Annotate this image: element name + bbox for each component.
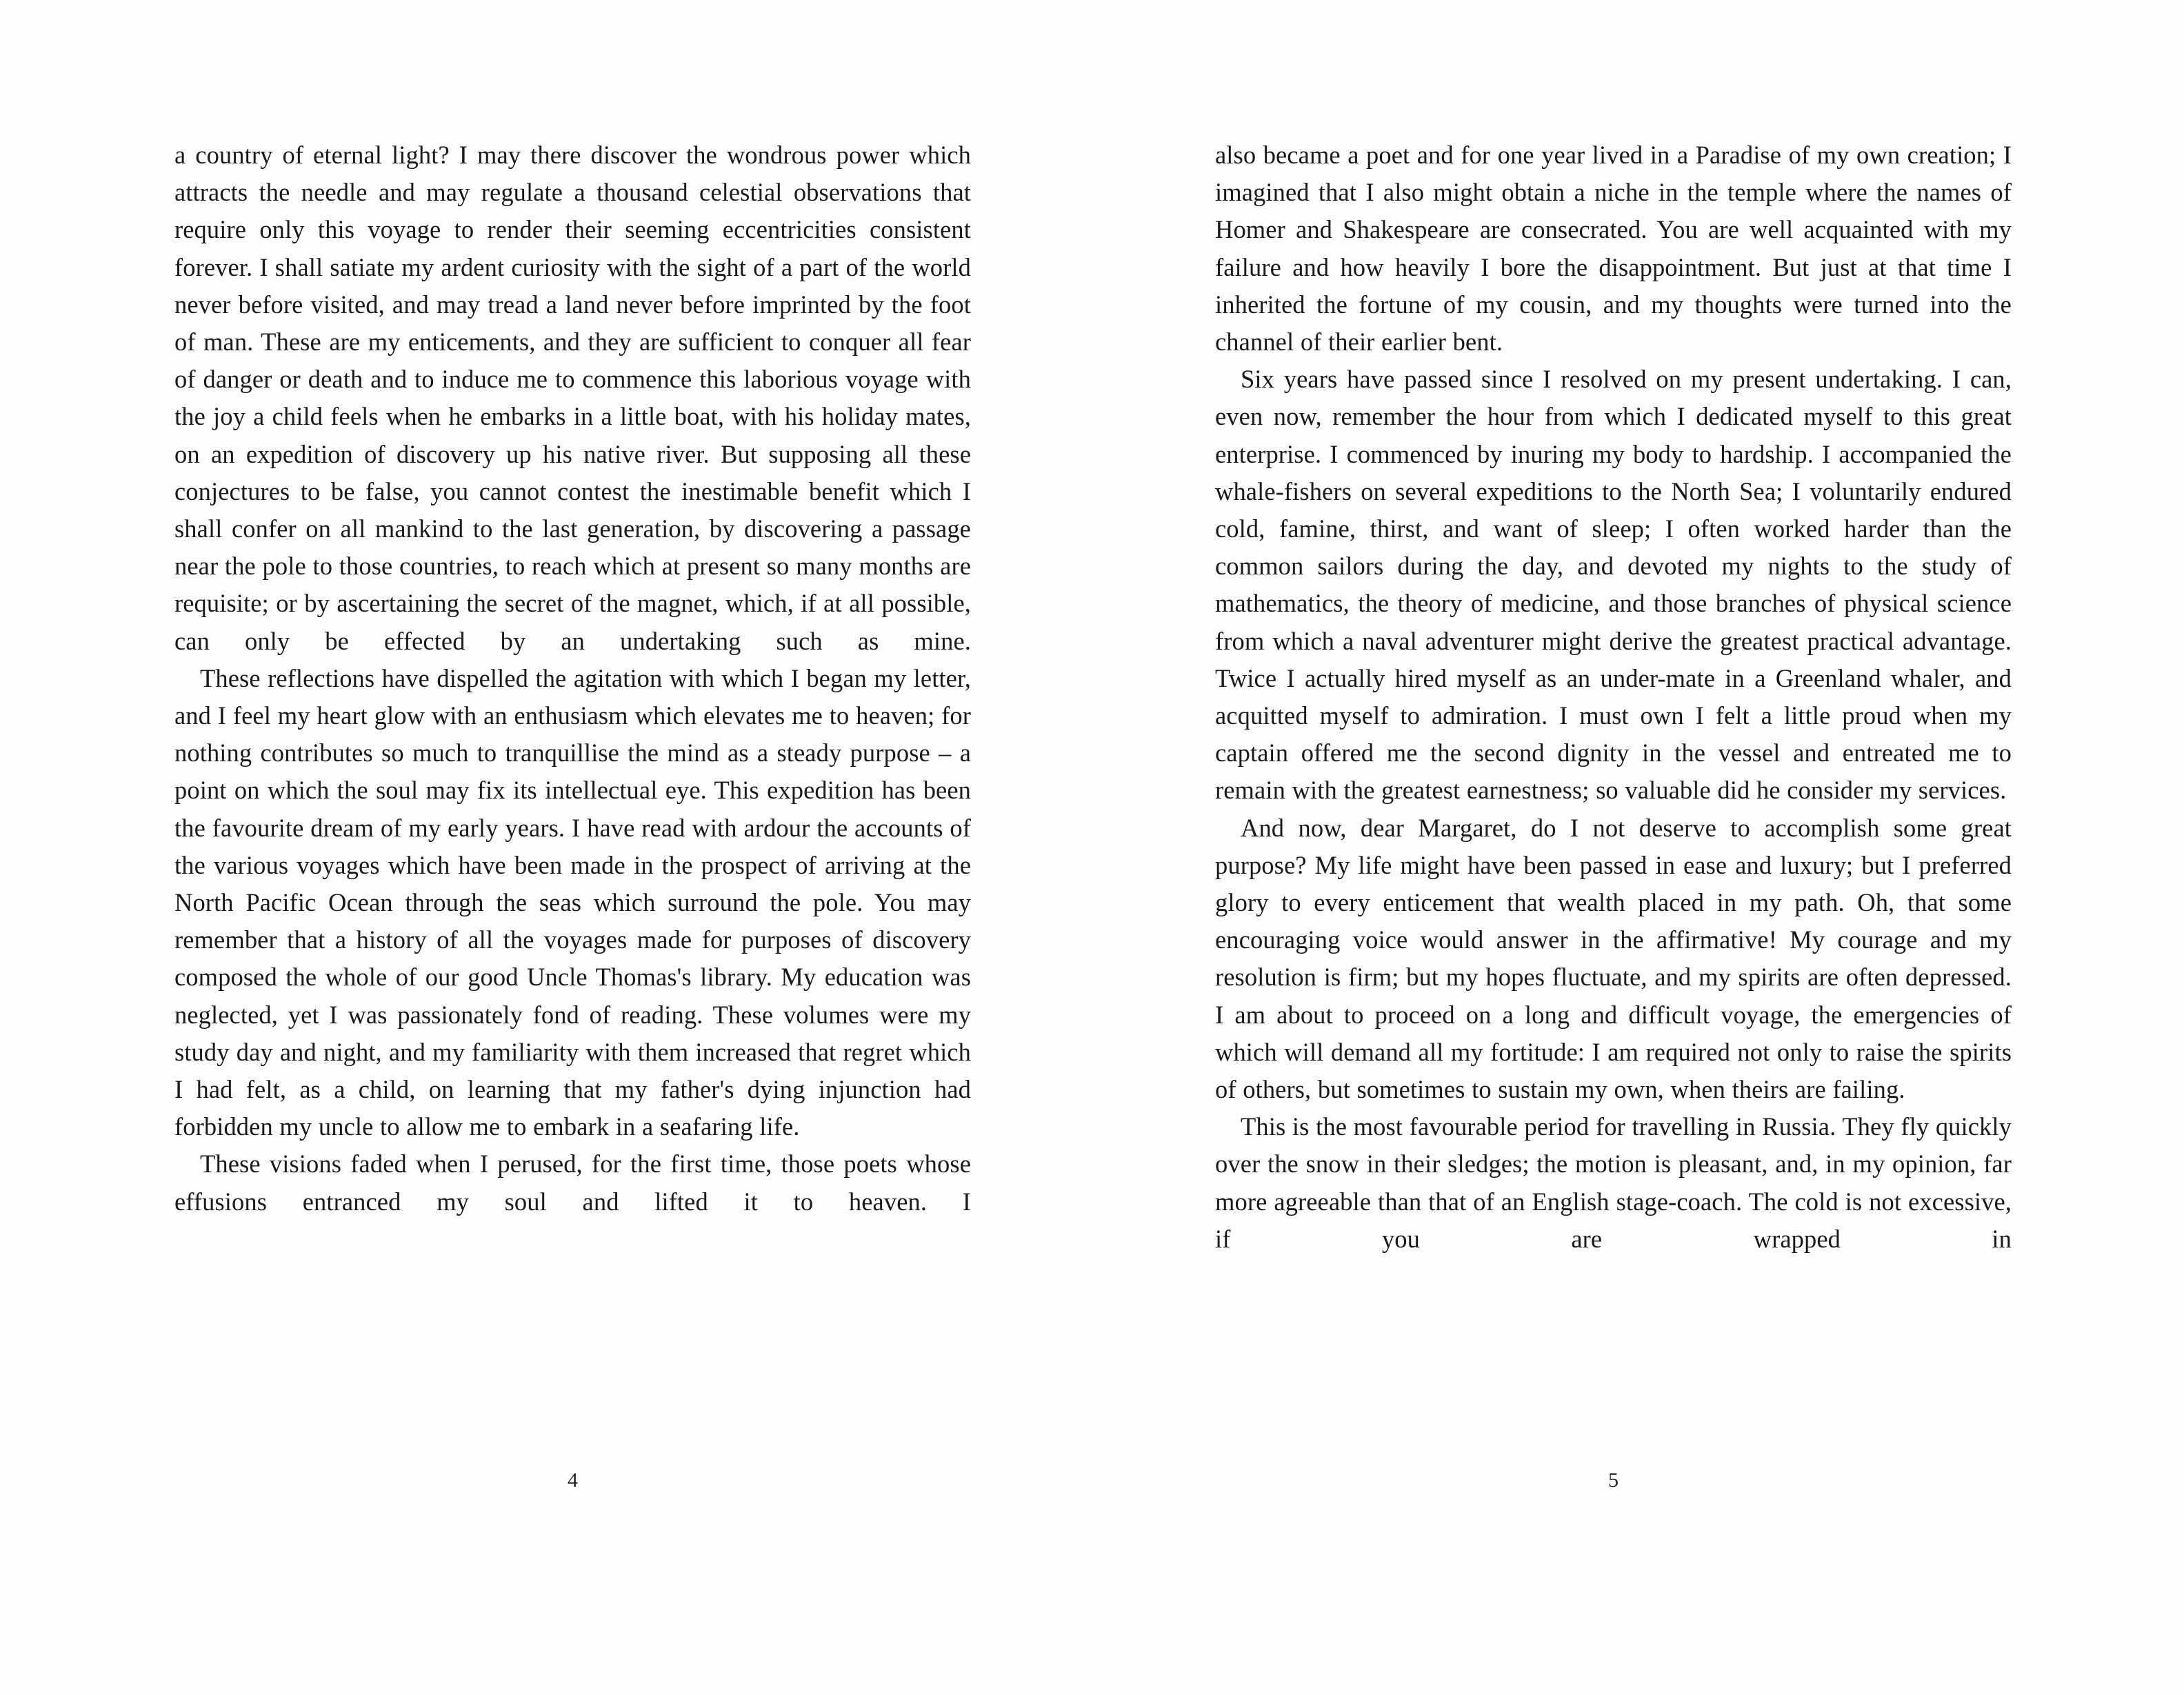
paragraph: This is the most favourable period for travelling in Russia. They fly quickly over the snow in their sledges; the motion is pleasant, and, in my opinion, far more agreeable than that of an English stage-coach. The cold is not excessive, if you are wrapped in xyxy=(1215,1112,2012,1253)
paragraph: And now, dear Margaret, do I not deserve to accomplish some great purpose? My life might have been passed in ease and luxury; but I preferred glory to every enticement that wealth placed in my path. Oh, that some encouraging voice would answer in the affirmative! My courage and my resolution is firm; but my hopes fluctuate, and my spirits are often depressed. I am about to proceed on a long and difficult voyage, the emergencies of which will demand all my fortitude: I am required not only to raise the spirits of others, but sometimes to sustain my own, when theirs are failing. xyxy=(1215,813,2012,1104)
paragraph: Six years have passed since I resolved on my present undertaking. I can, even now, remember the hour from which I dedicated myself to this great enterprise. I commenced by inuring my body to hardship. I accompanied the whale-fishers on several expeditions to the North Sea; I voluntarily endured cold, famine, thirst, and want of sleep; I often worked harder than the common sailors during the day, and devoted my nights to the study of mathematics, the theory of medicine, and those branches of physical science from which a naval adventurer might derive the greatest practical advantage. Twice I actually hired myself as an under-mate in a Greenland whaler, and acquitted myself to admiration. I must own I felt a little proud when my captain offered me the second dignity in the vessel and entreated me to remain with the greatest earnestness; so valuable did he consider my services. xyxy=(1215,365,2012,805)
paragraph: also became a poet and for one year lived in a Paradise of my own creation; I imagined that I also might obtain a niche in the temple where the names of Homer and Shakespeare are consecrated. You are well acquainted with my failure and how heavily I bore the disappointment. But just at that time I inherited the fortune of my cousin, and my thoughts were turned into the channel of their earlier bent. xyxy=(1215,141,2012,357)
paragraph: These reflections have dispelled the agitation with which I began my letter, and I feel my heart glow with an enthusiasm which elevates me to heaven; for nothing contributes so much to tranquillise the mind as a steady purpose – a point on which the soul may fix its intellectual eye. This expedition has been the favourite dream of my early years. I have read with ardour the accounts of the various voyages which have been made in the prospect of arriving at the North Pacific Ocean through the seas which surround the pole. You may remember that a history of all the voyages made for purposes of discovery composed the whole of our good Uncle Thomas's library. My education was neglected, yet I was passionately fond of reading. These volumes were my study day and night, and my familiarity with them increased that regret which I had felt, as a child, on learning that my father's dying injunction had forbidden my uncle to allow me to embark in a seafaring life. xyxy=(174,663,971,1141)
page-number-right: 5 xyxy=(1608,1469,1619,1492)
page-right xyxy=(1092,0,2184,1695)
paragraph: a country of eternal light? I may there discover the wondrous power which attracts the needle and may regulate a thousand celestial observations that require only this voyage to render their seeming eccentricities consistent forever. I shall satiate my ardent curiosity with the sight of a part of the world never before visited, and may tread a land never before imprinted by the foot of man. These are my enticements, and they are sufficient to conquer all fear of danger or death and to induce me to commence this laborious voyage with the joy a child feels when he embarks in a little boat, with his holiday mates, on an expedition of discovery up his native river. But supposing all these conjectures to be false, you cannot contest the inestimable benefit which I shall confer on all mankind to the last generation, by discovering a passage near the pole to those countries, to reach which at present so many months are requisite; or by ascertaining the secret of the magnet, which, if at all possible, can only be effected by an undertaking such as mine. xyxy=(174,141,971,655)
paragraph: These visions faded when I perused, for the first time, those poets whose effusions entranced my soul and lifted it to heaven. I xyxy=(174,1150,971,1216)
right-page-textblock xyxy=(1215,137,2012,1258)
page-number-left: 4 xyxy=(568,1469,578,1492)
left-page-textblock xyxy=(174,137,971,1221)
